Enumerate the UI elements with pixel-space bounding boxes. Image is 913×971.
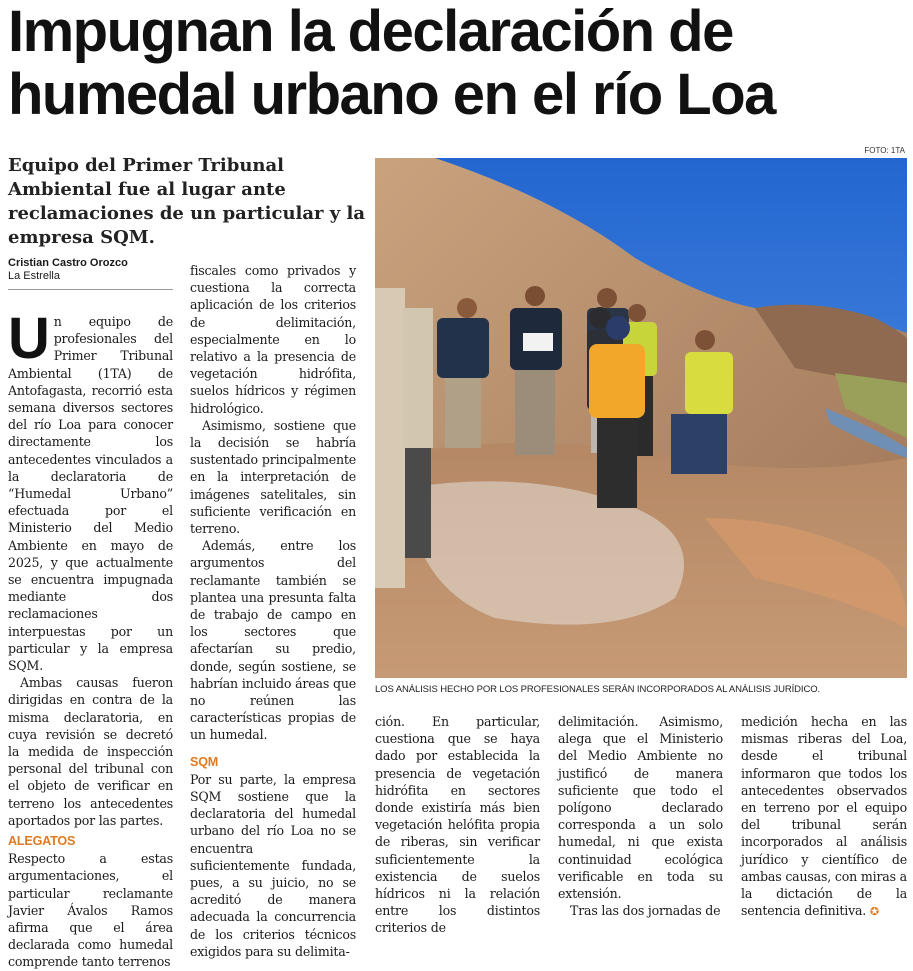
column-1-paragraph-2: Ambas causas fueron dirigidas en contra de la misma declaratoria, en cuya revisión se decretó la medida de inspección personal del tribunal con el objeto de verificar en terreno los antecedentes aportados por las partes. [8, 675, 173, 828]
column-2-paragraph-3: Además, entre los argumentos del reclamante también se plantea una presunta falta de trabajo de campo en los sectores que afectarían su predio, donde, según sostiene, se habrían incluido áreas que no reúnen las características propias de un humedal. [190, 538, 356, 743]
column-5-paragraph-1: medición hecha en las mismas riberas del Loa, desde el tribunal informaron que todos los antecedentes observados en terreno por el equipo del tribunal serán incorporados al análisis jurídico y científico de ambas causas, con miras a la dictación de la sentencia definitiva. ✪ [741, 714, 907, 919]
byline [8, 257, 173, 290]
column-3-paragraph-1: ción. En particular, cuestiona que se haya dado por establecida la presencia de vegetación hidrófita en sectores donde existiría más bien vegetación helófita propia de riberas, sin verificar suficientemente la existencia de suelos hídricos ni la relación entre los distintos criterios de [375, 714, 540, 936]
column-1-paragraph-1: Un equipo de profesionales del Primer Tribunal Ambiental (1TA) de Antofagasta, recorrió esta semana diversos sectores del río Loa para conocer directamente los antecedentes vinculados a la declaratoria de “Humedal Urbano” efectuada por el Ministerio del Medio Ambiente en mayo de 2025, y que actualmente se encuentra impugnada mediante dos reclamaciones interpuestas por un particular y la empresa SQM. [8, 306, 173, 674]
subhead-sqm: SQM [190, 754, 219, 769]
drop-cap: U [8, 306, 50, 371]
deck-subtitle: Equipo del Primer Tribunal Ambiental fue al lugar ante reclamaciones de un particular y la empresa SQM. [8, 155, 366, 248]
byline-author: Cristian Castro Orozco [8, 257, 128, 269]
column-2-paragraph-4: Por su parte, la empresa SQM sostiene que la declaratoria del humedal urbano del río Loa no se encuentra suficientemente fundada, pues, a su juicio, no se acreditó de manera adecuada la concurrencia de los criterios técnicos exigidos para su delimita- [190, 771, 356, 959]
photo-credit: FOTO: 1TA [864, 146, 905, 155]
photo-caption: LOS ANÁLISIS HECHO POR LOS PROFESIONALES SERÁN INCORPORADOS AL ANÁLISIS JURÍDICO. [375, 684, 821, 695]
column-2-paragraph-2: Asimismo, sostiene que la decisión se habría sustentado principalmente en la interpretación de imágenes satelitales, sin suficiente verificación en terreno. [190, 417, 356, 537]
headline-line-1: Impugnan la declaración de [8, 0, 733, 64]
subhead-alegatos: ALEGATOS [8, 834, 76, 849]
photo-riverbank-team [375, 158, 907, 678]
article-column-2 [190, 262, 356, 959]
article-column-4 [558, 713, 723, 919]
column-1-paragraph-3: Respecto a estas argumentaciones, el particular reclamante Javier Ávalos Ramos afirma que el área declarada como humedal comprende tanto terrenos [8, 851, 173, 970]
column-4-paragraph-2: Tras las dos jornadas de [570, 903, 721, 919]
headline [8, 0, 908, 126]
headline-line-2: humedal urbano en el río Loa [8, 62, 775, 127]
column-2-paragraph-1: fiscales como privados y cuestiona la correcta aplicación de los criterios de delimitación, especialmente en lo relativo a la presencia de vegetación hidrófita, suelos hídricos y régimen hidrológico. [190, 263, 356, 416]
article-column-5 [741, 713, 907, 919]
byline-outlet: La Estrella [8, 270, 60, 282]
column-4-paragraph-1: delimitación. Asimismo, alega que el Ministerio del Medio Ambiente no justificó de manera suficiente que todo el polígono declarado corresponda a un solo humedal, ni que exista continuidad ecológica verificable en toda su extensión. [558, 714, 723, 902]
article-photo [375, 158, 907, 678]
article-column-3 [375, 713, 540, 936]
article-column-1 [8, 306, 173, 970]
end-mark-icon: ✪ [869, 905, 879, 919]
